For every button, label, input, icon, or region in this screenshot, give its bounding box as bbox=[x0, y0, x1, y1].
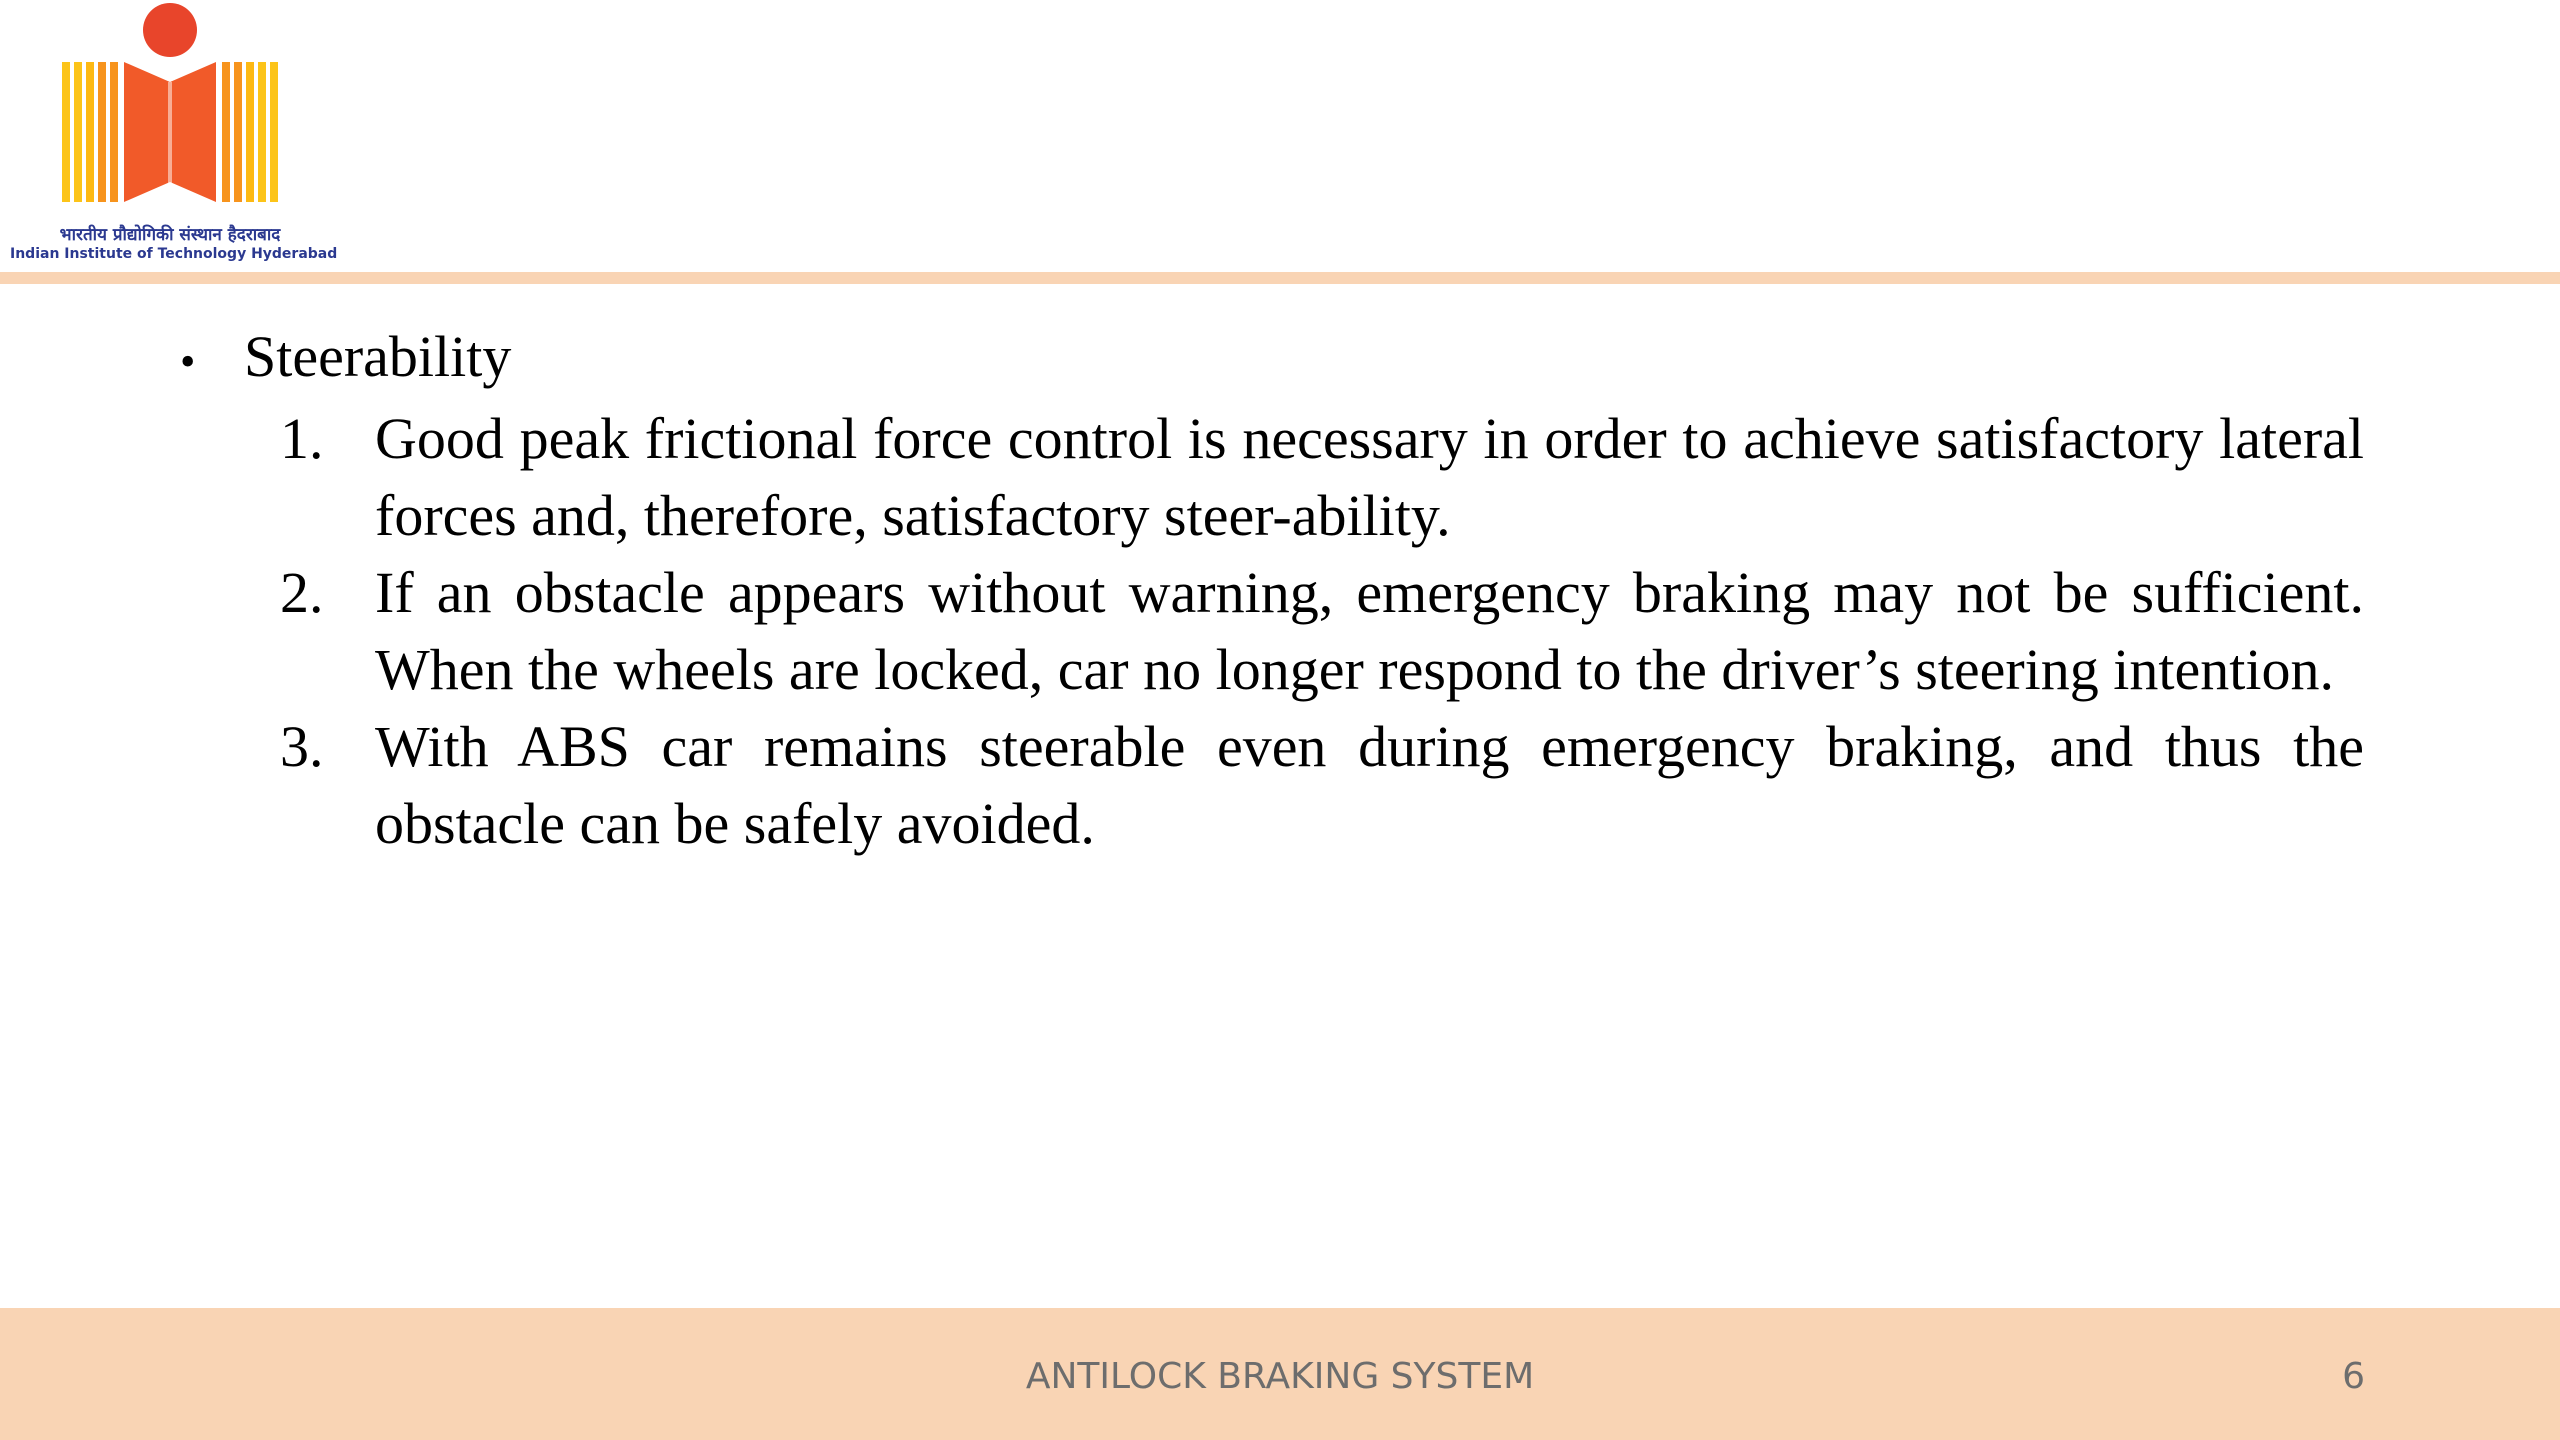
list-item-text: With ABS car remains steerable even during emergency braking, and thus the obstacle can be safely avoided. bbox=[375, 714, 2364, 856]
list-item-number: 3. bbox=[280, 714, 324, 779]
slide-heading: Steerability bbox=[244, 324, 512, 389]
logo-english-text: Indian Institute of Technology Hyderabad bbox=[10, 246, 338, 262]
numbered-list bbox=[180, 400, 2364, 862]
iith-emblem-icon bbox=[50, 0, 290, 215]
bullet-symbol: • bbox=[180, 337, 196, 386]
list-item bbox=[280, 708, 2364, 862]
iith-logo bbox=[10, 0, 338, 270]
list-item bbox=[280, 554, 2364, 708]
list-item-text: Good peak frictional force control is necessary in order to achieve satisfactory lateral forces and, therefore, satisfactory steer-ability. bbox=[375, 406, 2364, 548]
header-divider bbox=[0, 272, 2560, 284]
logo-hindi-text: भारतीय प्रौद्योगिकी संस्थान हैदराबाद bbox=[59, 225, 281, 245]
footer-band bbox=[0, 1308, 2560, 1440]
page-number: 6 bbox=[2342, 1356, 2365, 1397]
list-item-number: 1. bbox=[280, 406, 324, 471]
footer-title: ANTILOCK BRAKING SYSTEM bbox=[1025, 1356, 1535, 1397]
list-item bbox=[280, 400, 2364, 554]
list-item-text: If an obstacle appears without warning, emergency braking may not be sufficient. When the wheels are locked, car no longer respond to the driver’s steering intention. bbox=[375, 560, 2364, 702]
slide-content bbox=[180, 318, 2364, 862]
bullet-heading bbox=[180, 318, 2364, 400]
list-item-number: 2. bbox=[280, 560, 324, 625]
